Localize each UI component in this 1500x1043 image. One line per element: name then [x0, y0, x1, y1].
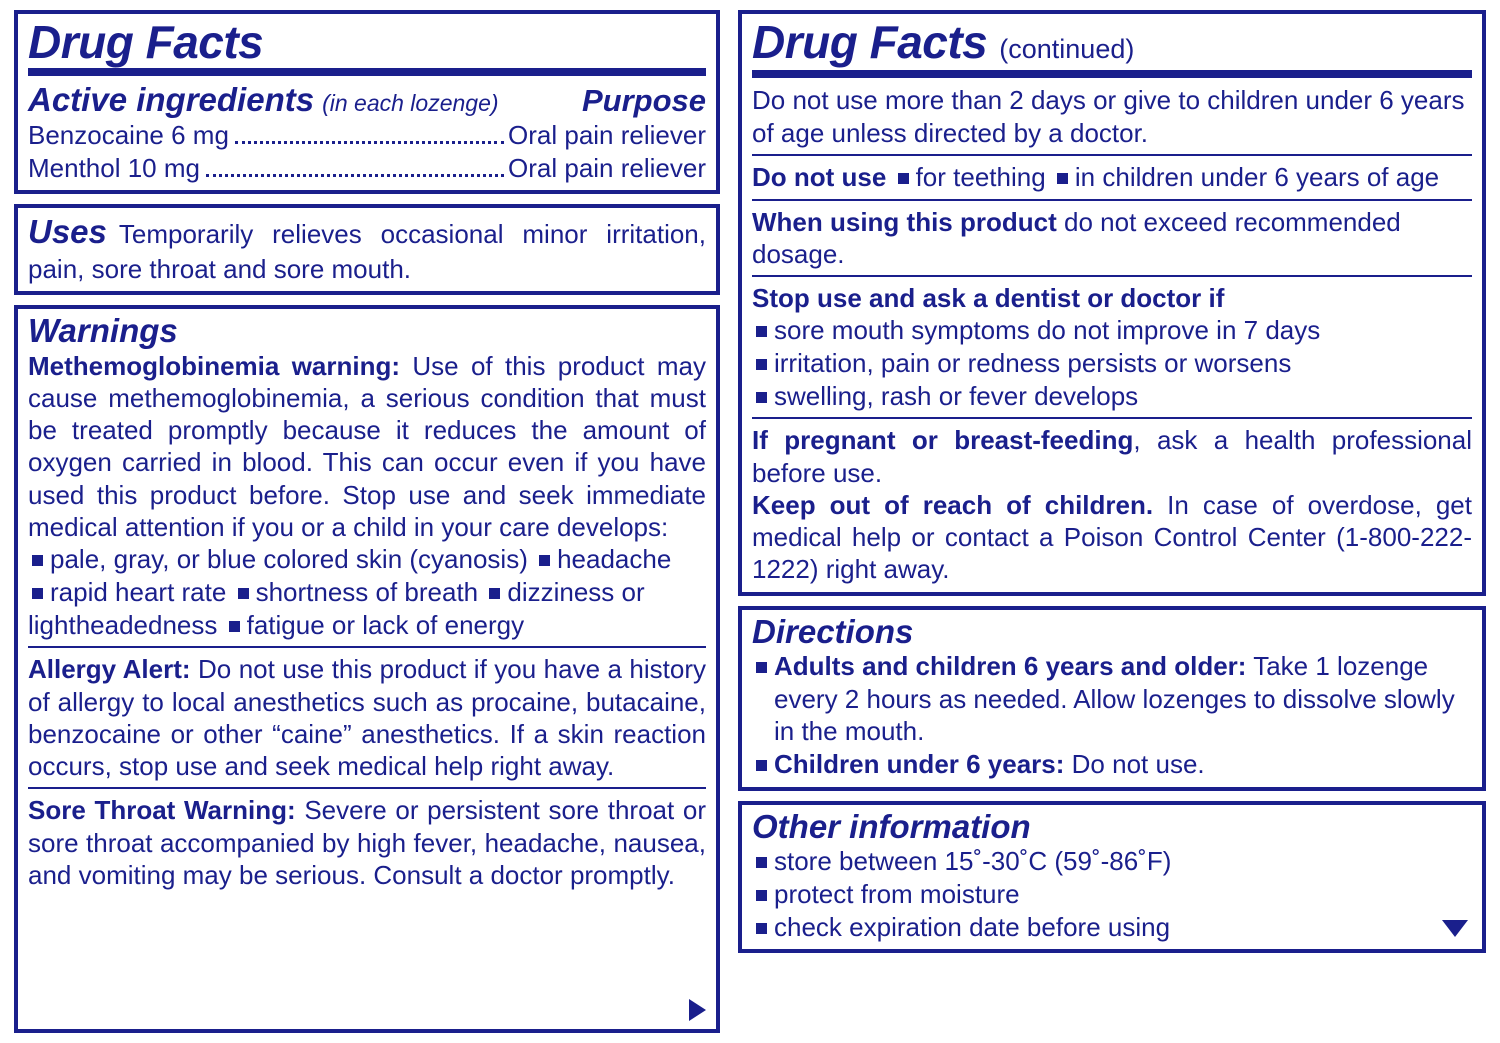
- when-using-block: [752, 206, 1472, 270]
- symptom-item: headache: [557, 544, 672, 575]
- other-information-heading: Other information: [752, 807, 1031, 845]
- pregnant-text: , ask a health professional before use.: [752, 425, 1473, 488]
- do-not-use-label: Do not use: [752, 161, 887, 192]
- list-item: irritation, pain or redness persists or worsens: [752, 347, 1472, 380]
- pregnant-block: [752, 424, 1472, 488]
- uses-heading: Uses: [28, 213, 107, 251]
- drug-facts-panel-continued: [738, 10, 1486, 596]
- purpose-heading: Purpose: [581, 83, 706, 119]
- sore-throat-text: Severe or persistent sore throat or sore throat accompanied by high fever, headache, nausea, and vomiting may be serious. Consult a doctor promptly.: [28, 795, 706, 890]
- uses-text: Temporarily relieves occasional minor irritation, pain, sore throat and sore mouth.: [28, 219, 706, 285]
- page-title: Drug Facts: [28, 16, 264, 68]
- directions-heading: Directions: [752, 612, 914, 650]
- directions-item-text: Take 1 lozenge every 2 hours as needed. Allow lozenges to dissolve slowly in the mouth.: [774, 650, 1455, 747]
- when-using-label: When using this product: [752, 206, 1057, 237]
- continued-title-row: [752, 18, 1472, 68]
- continue-down-arrow-icon: [1442, 920, 1468, 937]
- divider: [752, 417, 1472, 419]
- symptom-item: shortness of breath: [255, 576, 479, 607]
- symptom-item: rapid heart rate: [50, 576, 227, 607]
- leader-dots: [206, 174, 504, 177]
- sore-throat-warning: [28, 794, 706, 891]
- ingredient-row: [28, 119, 706, 152]
- stop-use-list: [752, 314, 1472, 412]
- when-using-text: do not exceed recommended dosage.: [752, 206, 1401, 269]
- allergy-alert-label: Allergy Alert:: [28, 654, 191, 685]
- continued-label: (continued): [999, 34, 1135, 64]
- leader-dots: [235, 141, 504, 144]
- list-item: protect from moisture: [752, 878, 1472, 911]
- ingredient-name: Menthol 10 mg: [28, 152, 200, 183]
- active-ingredients-header: [28, 82, 706, 119]
- allergy-alert: [28, 653, 706, 782]
- sore-throat-label: Sore Throat Warning:: [28, 795, 296, 826]
- warnings-heading: Warnings: [28, 312, 178, 350]
- right-column: [738, 10, 1486, 1033]
- divider: [28, 68, 706, 76]
- list-item: swelling, rash or fever develops: [752, 380, 1472, 413]
- do-not-use-item: in children under 6 years of age: [1074, 161, 1440, 192]
- divider: [752, 199, 1472, 201]
- other-information-panel: [738, 801, 1486, 954]
- ingredient-row: [28, 152, 706, 185]
- drug-facts-panel-primary: [14, 10, 720, 194]
- allergy-alert-text: Do not use this product if you have a history of allergy to local anesthetics such as procaine, butacaine, benzocaine or other “caine” anesthetics. If a skin reaction occurs, stop use and seek medical help right away.: [28, 654, 706, 782]
- divider: [752, 154, 1472, 156]
- pregnant-label: If pregnant or breast-feeding: [752, 425, 1134, 456]
- uses-panel: [14, 204, 720, 295]
- symptoms-line-2: [28, 576, 706, 642]
- list-item: sore mouth symptoms do not improve in 7 days: [752, 314, 1472, 347]
- warnings-panel: [14, 305, 720, 1033]
- directions-item-label: Children under 6 years:: [774, 749, 1065, 780]
- list-item: check expiration date before using: [752, 911, 1472, 944]
- left-column: [14, 10, 720, 1033]
- stop-use-label: Stop use and ask a dentist or doctor if: [752, 282, 1225, 313]
- symptom-item: dizziness or lightheadedness: [28, 576, 645, 640]
- ingredient-purpose: Oral pain reliever: [508, 120, 706, 151]
- ingredient-purpose: Oral pain reliever: [508, 152, 706, 183]
- page-title-continued: Drug Facts: [752, 16, 988, 68]
- list-item: [752, 650, 1472, 748]
- other-information-list: [752, 845, 1472, 943]
- keep-out-label: Keep out of reach of children.: [752, 489, 1154, 520]
- active-ingredients-paren: (in each lozenge): [322, 90, 499, 117]
- do-not-use-days-text: Do not use more than 2 days or give to children under 6 years of age unless directed by a doctor.: [752, 85, 1465, 148]
- directions-item-label: Adults and children 6 years and older:: [774, 650, 1247, 681]
- list-item: store between 15˚-30˚C (59˚-86˚F): [752, 845, 1472, 878]
- symptom-item: pale, gray, or blue colored skin (cyanosis): [50, 544, 528, 575]
- divider: [28, 646, 706, 648]
- directions-list: [752, 650, 1472, 781]
- directions-panel: [738, 606, 1486, 791]
- symptom-item: fatigue or lack of energy: [246, 609, 525, 640]
- divider: [752, 70, 1472, 78]
- list-item: [752, 748, 1472, 781]
- symptoms-line-1: [28, 543, 706, 576]
- keep-out-block: [752, 489, 1472, 586]
- methemoglobinemia-text: Use of this product may cause methemoglobinemia, a serious condition that must be treated promptly because it reduces the amount of oxygen carried in blood. This can occur even if you have used this product before. Stop use and seek immediate medical attention if you or a child in your care develops:: [28, 350, 706, 542]
- methemoglobinemia-label: Methemoglobinemia warning:: [28, 350, 401, 381]
- divider: [752, 275, 1472, 277]
- do-not-use-item: for teething: [915, 161, 1046, 192]
- keep-out-text: In case of overdose, get medical help or contact a Poison Control Center (1-800-222-1222) right away.: [752, 489, 1472, 585]
- active-ingredients-heading: Active ingredients: [28, 81, 315, 119]
- ingredient-name: Benzocaine 6 mg: [28, 120, 229, 151]
- divider: [28, 787, 706, 789]
- uses-block: [28, 212, 706, 285]
- directions-item-text: Do not use.: [1071, 749, 1205, 780]
- continue-arrow-icon: [689, 999, 706, 1021]
- do-not-use-block: [752, 161, 1472, 194]
- methemoglobinemia-warning: [28, 350, 706, 543]
